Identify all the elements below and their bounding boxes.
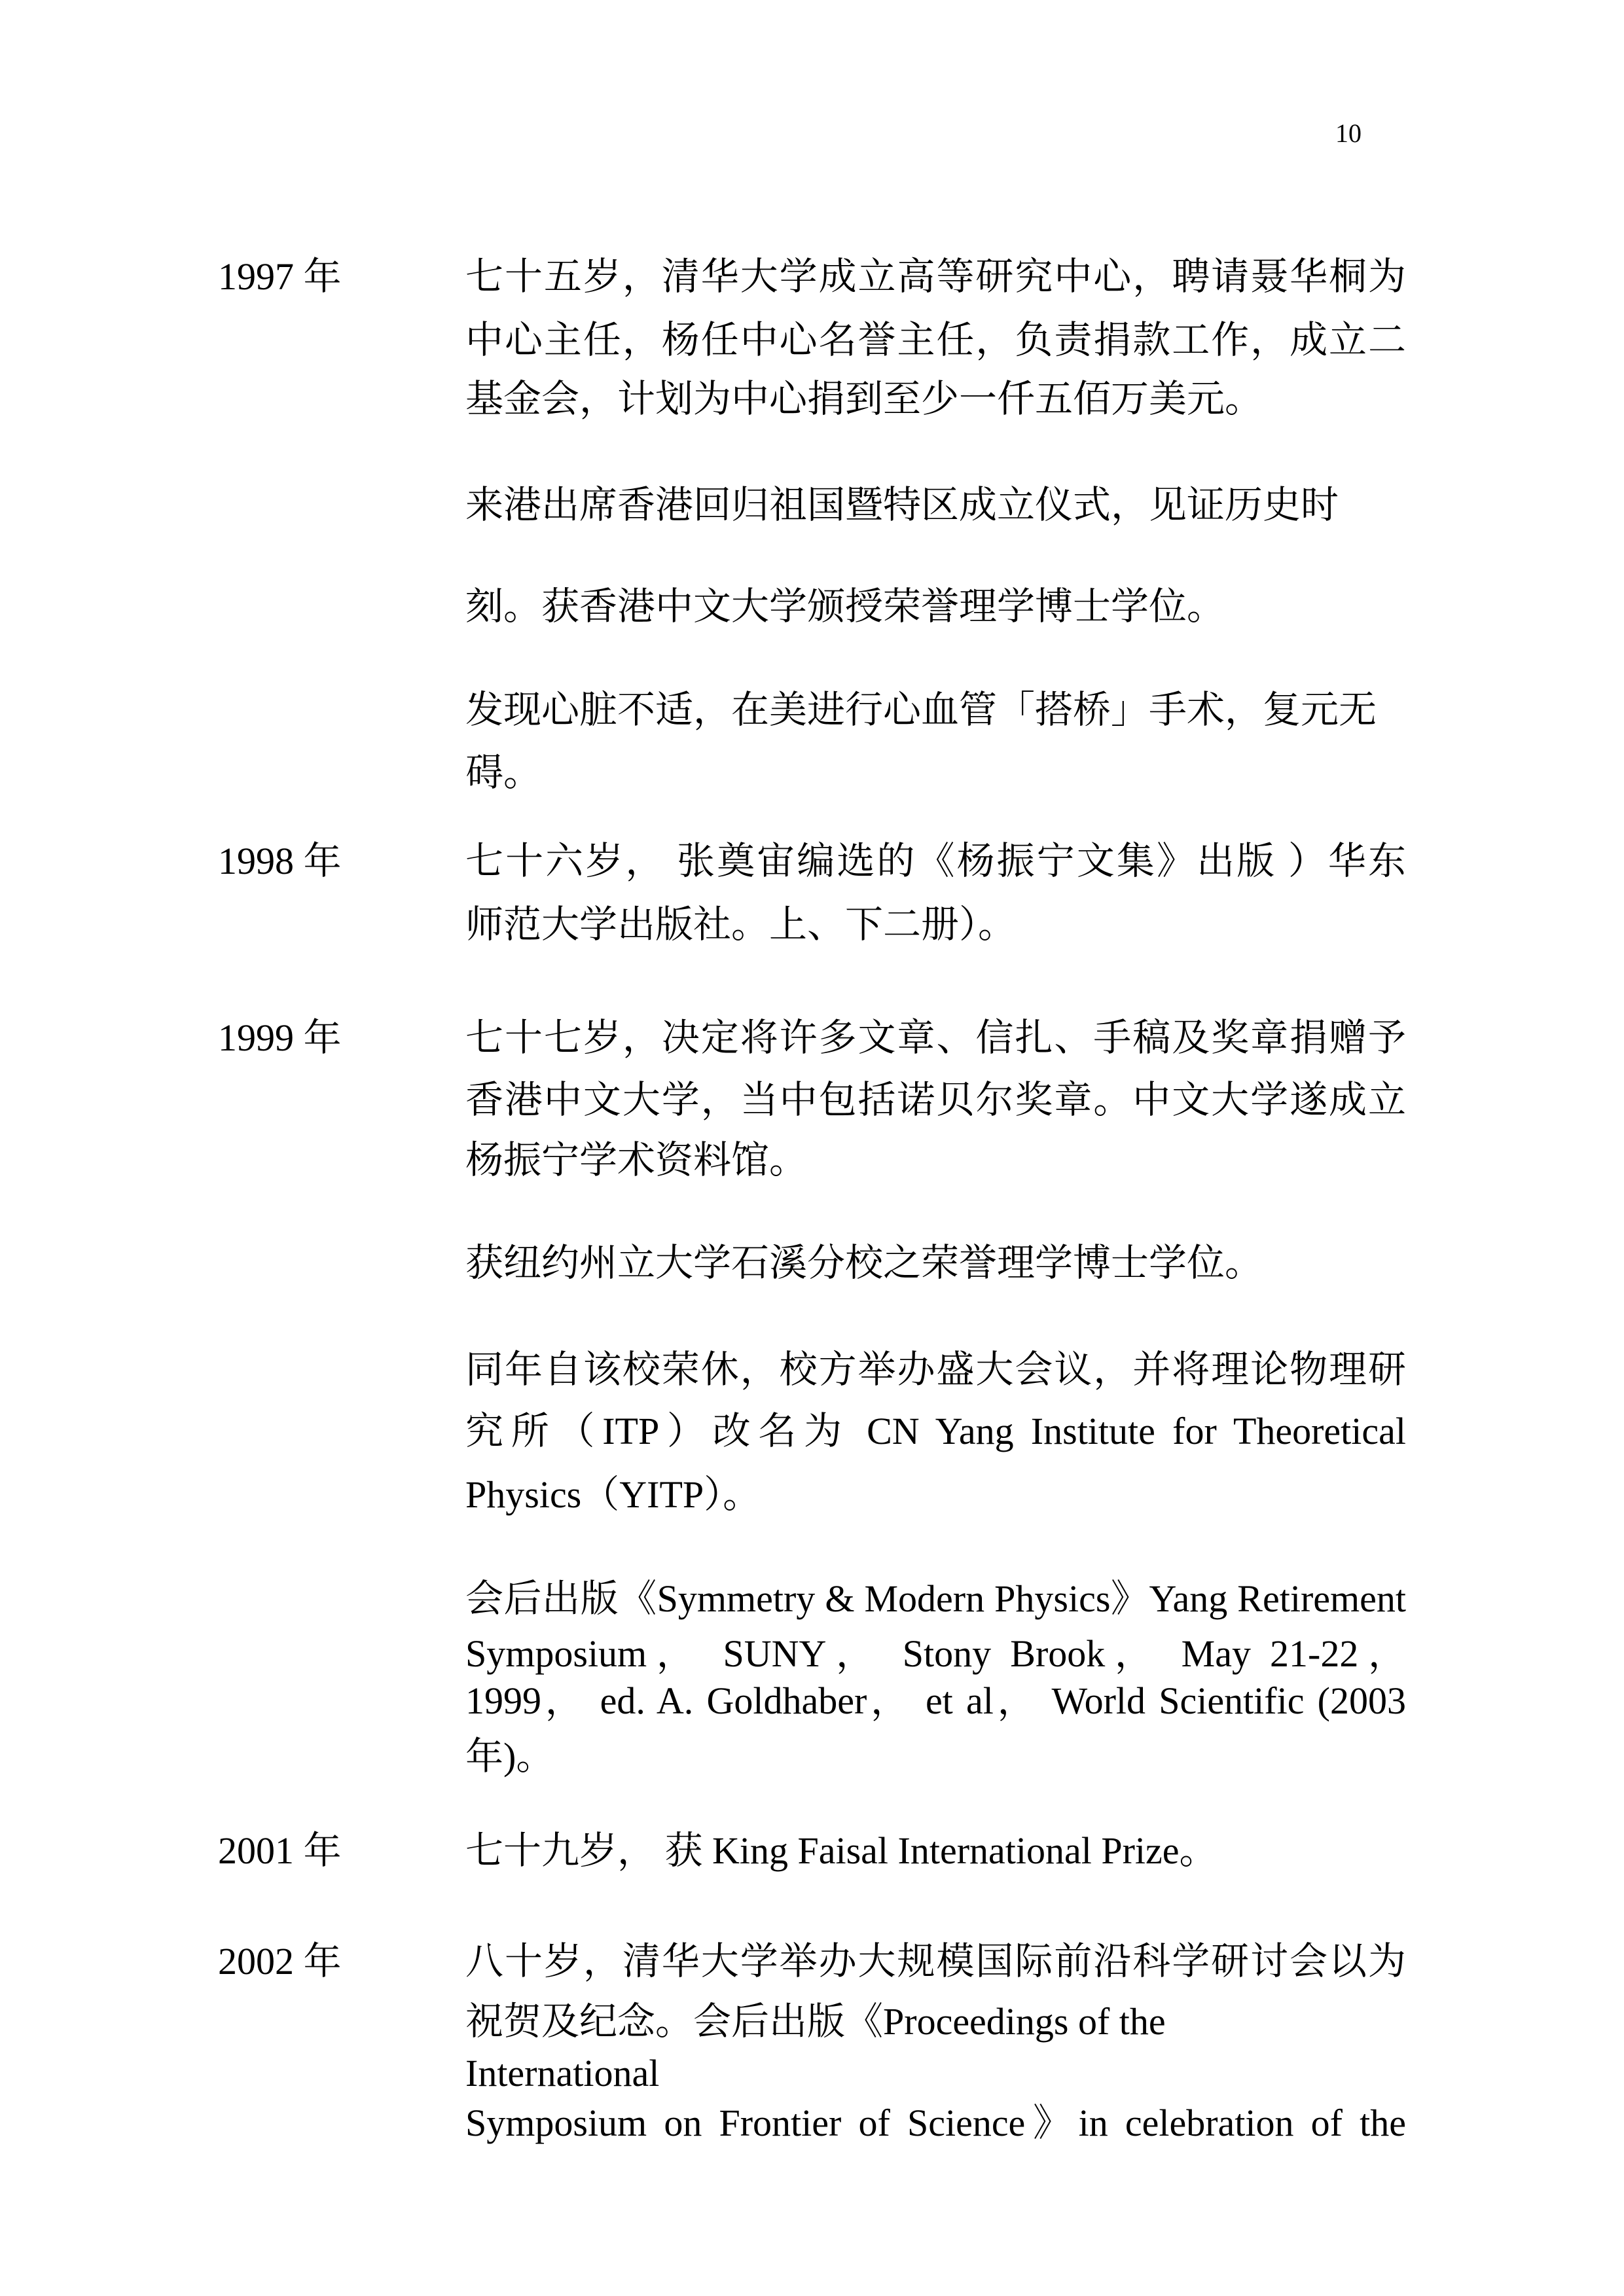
entry-text-line: 七十六岁， 张奠宙编选的《杨振宁文集》出版 ）华东 [465,840,1406,882]
entry-text-line: 刻。获香港中文大学颁授荣誉理学博士学位。 [465,585,1225,628]
entry-text-line: 七十九岁， 获 King Faisal International Prize。 [465,1829,1218,1872]
entry-text-line: Physics（YITP）。 [465,1473,761,1516]
entry-text-line: 碍。 [465,751,542,794]
entry-text-line: 基金会，计划为中心捐到至少一仟五佰万美元。 [465,378,1263,420]
entry-text-line: 获纽约州立大学石溪分校之荣誉理学博士学位。 [465,1242,1263,1284]
entry-text-line: 杨振宁学术资料馆。 [465,1139,808,1181]
entry-text-line: 会后出版《Symmetry & Modern Physics》Yang Retirement [465,1577,1406,1620]
entry-text-line: 来港出席香港回归祖国暨特区成立仪式，见证历史时 [465,484,1339,526]
entry-text-line: 七十五岁，清华大学成立高等研究中心，聘请聂华桐为 [465,255,1406,298]
entry-text-line: Symposium， SUNY， Stony Brook， May 21-22， [465,1632,1406,1675]
entry-year: 2002 年 [218,1940,342,1982]
entry-text-line: 师范大学出版社。上、下二册）。 [465,903,1017,946]
entry-year: 1999 年 [218,1016,342,1059]
entry-text-line: 年)。 [465,1735,554,1778]
entry-text-line: 七十七岁，决定将许多文章、信扎、手稿及奖章捐赠予 [465,1016,1406,1059]
entry-text-line: 1999， ed. A. Goldhaber， et al， World Scientific (2003 [465,1679,1406,1722]
page-number: 10 [1335,118,1362,148]
entry-text-line: Symposium on Frontier of Science》in celebration of the [465,2102,1406,2144]
entry-text-line: 八十岁，清华大学举办大规模国际前沿科学研讨会以为 [465,1940,1406,1982]
entry-year: 1997 年 [218,255,342,298]
entry-text-line: 发现心脏不适，在美进行心血管「搭桥」手术，复元无 [465,689,1377,731]
entry-text-line: International [465,2052,660,2094]
entry-year: 1998 年 [218,840,342,882]
entry-year: 2001 年 [218,1829,342,1872]
entry-text-line: 同年自该校荣休，校方举办盛大会议，并将理论物理研 [465,1348,1406,1391]
entry-text-line: 香港中文大学，当中包括诺贝尔奖章。中文大学遂成立 [465,1079,1406,1121]
entry-text-line: 究所（ITP）改名为 CN Yang Institute for Theoretical [465,1410,1406,1452]
entry-text-line: 祝贺及纪念。会后出版《Proceedings of the [465,2000,1166,2043]
entry-text-line: 中心主任，杨任中心名誉主任，负责捐款工作，成立二 [465,319,1406,361]
